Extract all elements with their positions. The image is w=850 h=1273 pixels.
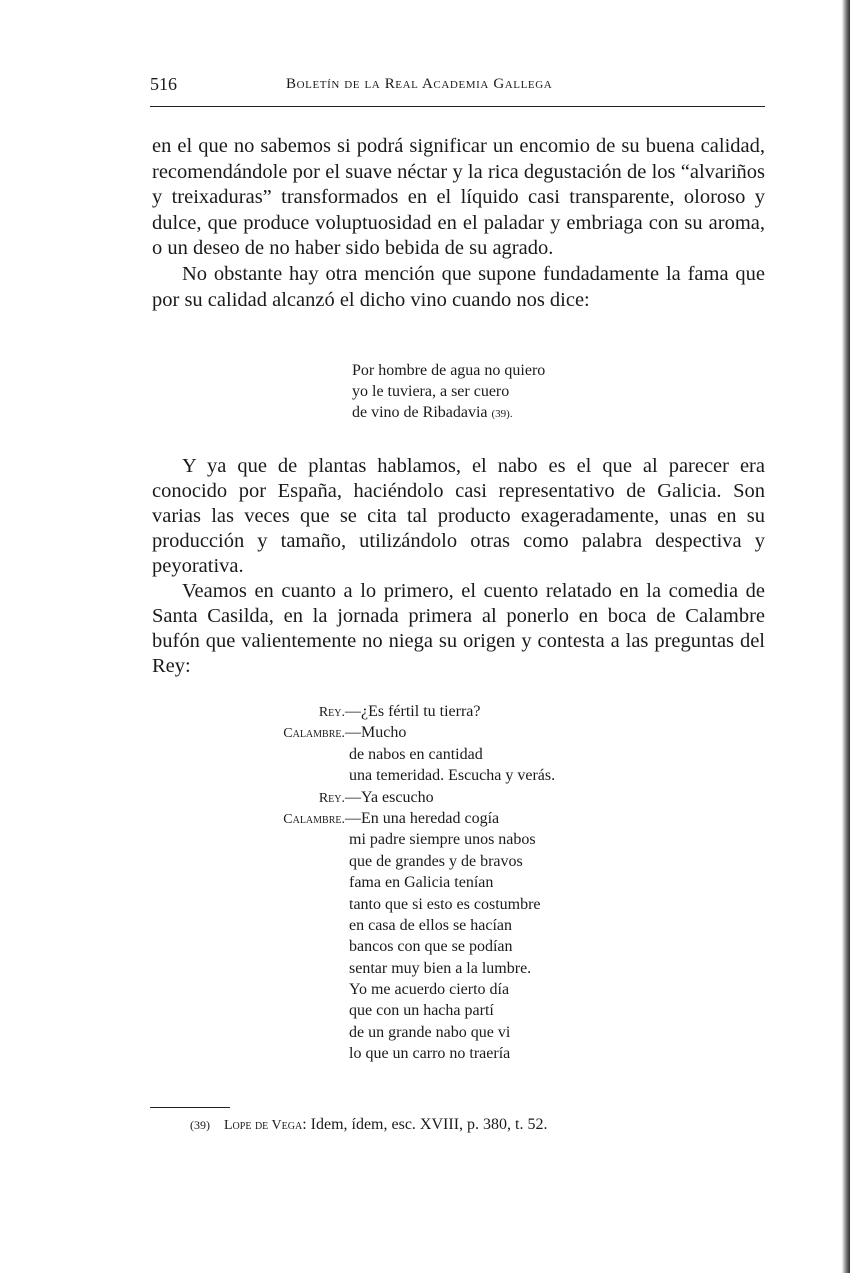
dialogue-line [0,979,850,1000]
dialogue-line [0,808,850,829]
dialogue-text: una temeridad. Escucha y verás. [349,767,556,785]
dialogue-text: de un grande nabo que vi [349,1023,511,1041]
dialogue-line [0,894,850,915]
dialogue-line [0,1043,850,1064]
dialogue-line [0,851,850,872]
dialogue-line [0,744,850,765]
page-edge-shadow [842,0,850,1273]
body-text-block-1 [152,134,765,313]
dialogue-line [0,787,850,808]
dialogue-line [0,701,850,722]
running-head: Boletín de la Real Academia Gallega [286,76,553,92]
dialogue-line [0,872,850,893]
dialogue-line [0,722,850,743]
page-header [150,74,765,104]
dialogue-line [0,1000,850,1021]
page-number: 516 [150,74,177,94]
dialogue-text: de nabos en cantidad [349,745,483,763]
dialogue-speaker: Rey. [318,705,345,720]
dialogue-speaker: Calambre. [283,811,345,827]
dialogue-text: en casa de ellos se hacían [349,916,513,934]
dialogue-text: sentar muy bien a la lumbre. [349,959,532,977]
dialogue-line [0,915,850,936]
paragraph-1: en el que no sabemos si podrá significar un encomio de su buena calidad, recomendándole por el suave néctar y la rica degustación de los “alvariños y treixaduras” transformados en el líquido casi transparente, oloroso y dulce, que produce voluptuosidad en el paladar y embriaga con su aroma, o un deseo de no haber sido bebida de su agrado. [152,135,765,260]
paragraph-2: No obstante hay otra mención que supone fundadamente la fama que por su calidad alcanzó el dicho vino cuando nos dice: [152,262,765,311]
dialogue-text: lo que un carro no traería [349,1045,511,1063]
dialogue-line [0,765,850,786]
dialogue-text: —Mucho [345,724,407,742]
dialogue-text: que de grandes y de bravos [349,852,523,870]
dialogue-text: —En una heredad cogía [345,809,500,827]
dialogue-text: mi padre siempre unos nabos [349,831,536,849]
footnote [190,1116,547,1134]
verse-line: de vino de Ribadavia [352,404,488,421]
dialogue-line [0,1022,850,1043]
footnote-reference: (39). [491,408,513,420]
footnote-rule [150,1107,230,1108]
dialogue-text: fama en Galicia tenían [349,874,494,892]
body-text-block-2 [152,454,765,679]
paragraph-3: Y ya que de plantas hablamos, el nabo es el que al parecer era conocido por España, haciéndolo casi representativo de Galicia. Son varias las veces que se cita tal producto exageradamente, unas en su producción y tamaño, utilizándolo otras como palabra despectiva y peyorativa. [152,455,765,577]
dialogue-line [0,829,850,850]
dialogue-text: —¿Es fértil tu tierra? [345,703,481,720]
verse-line-with-note [352,402,545,425]
header-rule [150,106,765,107]
verse-quote [352,360,545,425]
dialogue-speaker: Rey. [318,790,345,806]
verse-line: yo le tuviera, a ser cuero [352,383,510,400]
footnote-author: Lope de Vega [224,1118,303,1133]
paragraph-4: Veamos en cuanto a lo primero, el cuento relatado en la comedia de Santa Casilda, en la jornada primera al ponerlo en boca de Calambre bufón que valientemente no niega su origen y contesta a las preguntas del Rey: [152,580,765,677]
dialogue-text: que con un hacha partí [349,1002,494,1020]
dialogue-speaker: Calambre. [283,726,345,742]
dialogue-text: bancos con que se podían [349,938,513,956]
dialogue-text: —Ya escucho [345,788,434,806]
dialogue-verse [0,701,850,1065]
verse-line: Por hombre de agua no quiero [352,362,546,379]
footnote-number: (39) [190,1118,210,1132]
dialogue-text: tanto que si esto es costumbre [349,895,541,913]
dialogue-line [0,936,850,957]
dialogue-text: Yo me acuerdo cierto día [349,981,510,999]
dialogue-line [0,958,850,979]
footnote-text: : Idem, ídem, esc. XVIII, p. 380, t. 52. [302,1116,548,1133]
